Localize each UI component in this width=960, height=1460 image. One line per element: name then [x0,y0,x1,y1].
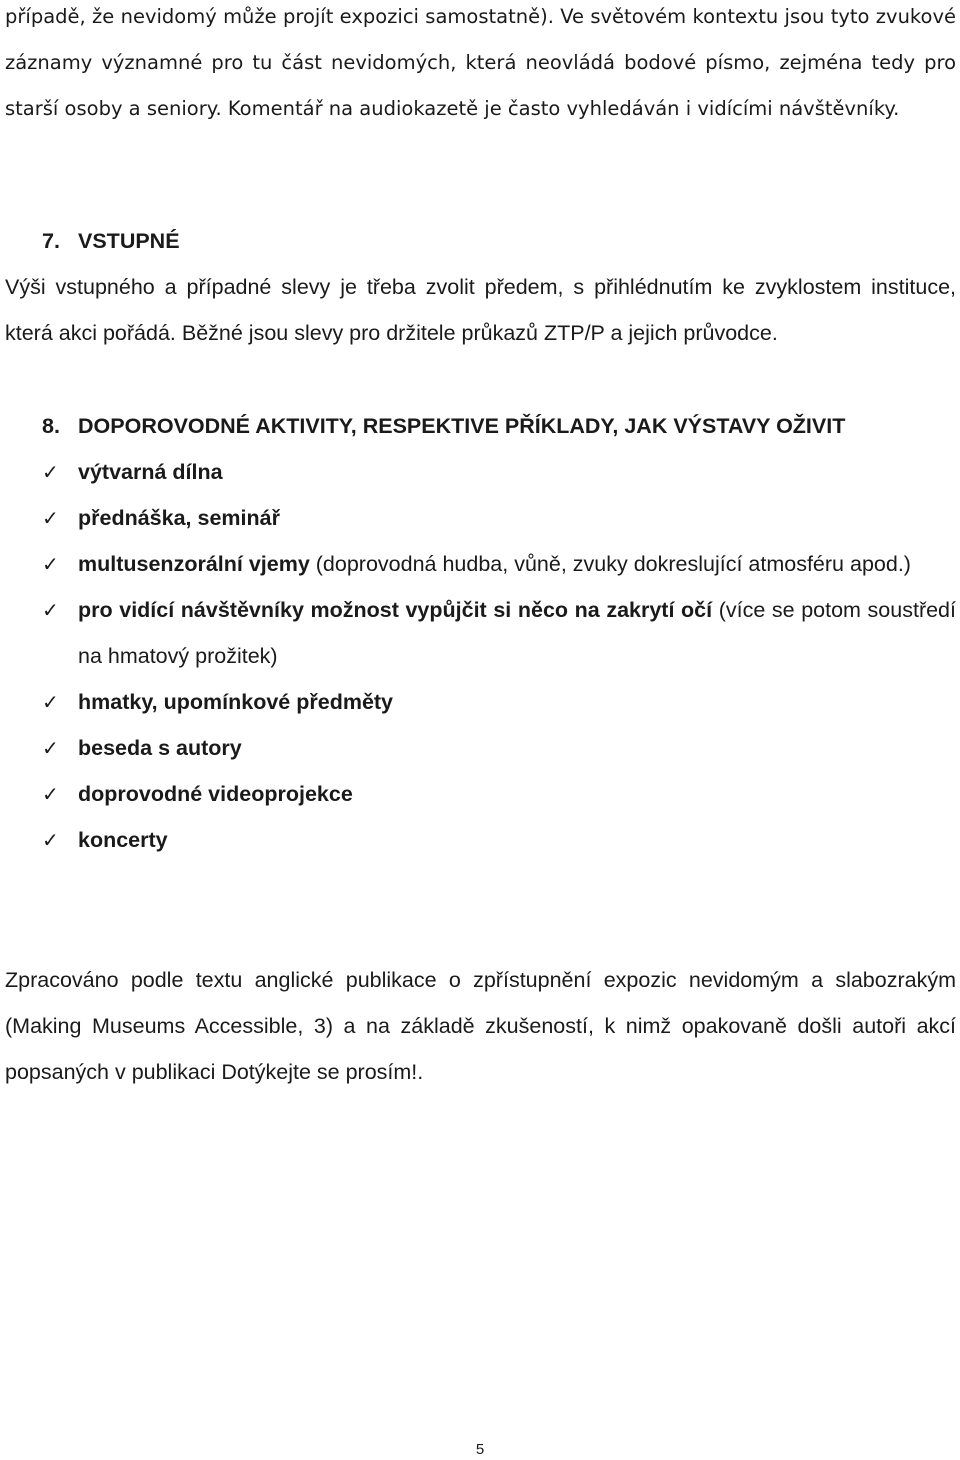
checkmark-icon: ✓ [42,782,59,806]
checkmark-icon: ✓ [42,690,59,714]
list-item: ✓ doprovodné videoprojekce [42,771,956,817]
section-7-title: VSTUPNÉ [78,229,180,253]
list-item: ✓ hmatky, upomínkové předměty [42,679,956,725]
checkmark-icon: ✓ [42,736,59,760]
list-item: ✓ multusenzorální vjemy (doprovodná hudba, vůně, zvuky dokreslující atmosféru apod.) [42,541,956,587]
list-item: ✓ koncerty [42,817,956,863]
list-item: ✓ pro vidící návštěvníky možnost vypůjčit si něco na zakrytí očí (více se potom soustředí na hmatový prožitek) [42,587,956,679]
checkmark-icon: ✓ [42,506,59,530]
section-7-paragraph: Výši vstupného a případné slevy je třeba zvolit předem, s přihlédnutím ke zvyklostem instituce, která akci pořádá. Běžné jsou slevy pro držitele průkazů ZTP/P a jejich průvodce. [5,275,956,345]
closing-paragraph: Zpracováno podle textu anglické publikace o zpřístupnění expozic nevidomým a slabozrakým (Making Museums Accessible, 3) a na základě zkušeností, k nimž opakovaně došli autoři akcí popsaných v publikaci Dotýkejte se prosím!. [5,968,956,1084]
section-8-title: DOPOROVODNÉ AKTIVITY, RESPEKTIVE PŘÍKLADY, JAK VÝSTAVY OŽIVIT [78,414,846,438]
section-7-heading [42,218,180,264]
activities-list [42,449,956,863]
section-7-number: 7. [42,229,60,253]
page-number: 5 [475,1441,485,1458]
list-item: ✓ přednáška, seminář [42,495,956,541]
checkmark-icon: ✓ [42,552,59,576]
checkmark-icon: ✓ [42,828,59,852]
intro-paragraph: případě, že nevidomý může projít expozici samostatně). Ve světovém kontextu jsou tyto zvukové záznamy významné pro tu část nevidomých, která neovládá bodové písmo, zejména tedy pro starší osoby a seniory. Komentář na audiokazetě je často vyhledáván i vidícími návštěvníky. [5,5,956,120]
section-8-heading [42,403,845,449]
checkmark-icon: ✓ [42,460,59,484]
checkmark-icon: ✓ [42,598,59,622]
list-item: ✓ výtvarná dílna [42,449,956,495]
list-item: ✓ beseda s autory [42,725,956,771]
section-8-number: 8. [42,414,60,438]
